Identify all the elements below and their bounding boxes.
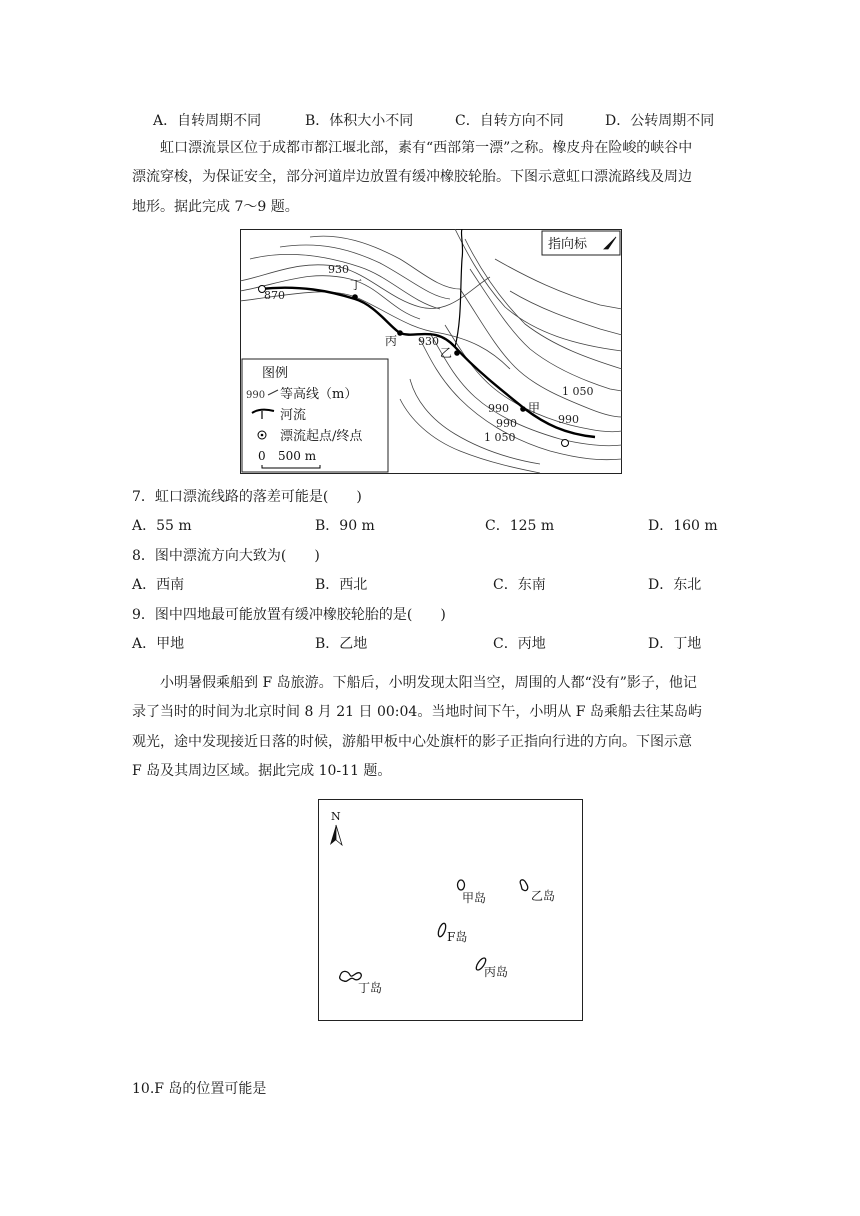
legend-scale-zero: 0 [258,449,266,463]
compass-label: 指向标 [548,237,588,252]
islands-map [318,799,583,1021]
question-8-option-b: B．西北 [315,577,368,593]
question-9-option-a: A．甲地 [132,636,185,652]
point-jia-marker [520,406,526,412]
intro1-line-1: 虹口漂流景区位于成都市都江堰北部，素有“西部第一漂”之称。橡皮舟在险峻的峡谷中 [160,140,693,156]
question-10-stem: 10.F 岛的位置可能是 [132,1081,267,1097]
contour-label: 930 [328,263,349,276]
compass-box [542,231,620,255]
question-7-option-a: A．55 m [132,518,192,534]
contour-label: 1 050 [562,385,594,398]
island-bing-label: 丙岛 [484,965,509,979]
q6-option-b: B．体积大小不同 [305,113,414,129]
point-ding-marker [352,294,358,300]
question-8-option-d: D．东北 [648,577,702,593]
contour-label: 870 [264,289,285,302]
start-end-icon-dot [261,434,264,437]
island-f-label: F岛 [447,930,468,944]
point-label-yi: 乙 [440,346,453,360]
q6-option-c: C．自转方向不同 [455,113,564,129]
intro2-line-4: F 岛及其周边区域。据此完成 10-11 题。 [132,763,392,779]
legend-title: 图例 [262,366,289,381]
contour-label: 930 [418,335,439,348]
question-9-option-c: C．丙地 [493,636,546,652]
contour-label: 1 050 [484,431,516,444]
question-7-stem: 7．虹口漂流线路的落差可能是( ) [132,489,362,505]
legend-river-text: 河流 [280,408,307,423]
point-bing-marker [397,330,403,336]
island-jia-label: 甲岛 [462,891,487,905]
contour-label: 990 [488,402,509,415]
intro2-line-3: 观光，途中发现接近日落的时候，游船甲板中心处旗杆的影子正指向行进的方向。下图示意 [132,734,692,750]
q6-option-a: A．自转周期不同 [153,113,262,129]
point-label-bing: 丙 [385,334,398,348]
end-point-marker [562,440,569,447]
island-ding-label: 丁岛 [358,981,383,995]
question-7-option-b: B．90 m [315,518,375,534]
rafting-map-svg [240,229,622,474]
island-yi-label: 乙岛 [531,889,556,903]
north-label: N [331,810,341,823]
point-yi-marker [454,350,460,356]
contour-label: 990 [558,413,579,426]
point-label-jia: 甲 [528,401,541,415]
question-8-stem: 8．图中漂流方向大致为( ) [132,548,320,564]
question-9-option-b: B．乙地 [315,636,368,652]
legend-box [242,359,388,472]
rafting-map [240,229,622,474]
islands-map-svg [318,799,583,1021]
question-7-option-c: C．125 m [485,518,555,534]
intro1-line-2: 漂流穿梭，为保证安全，部分河道岸边放置有缓冲橡胶轮胎。下图示意虹口漂流路线及周边 [132,169,692,185]
question-9-option-d: D．丁地 [648,636,702,652]
intro2-line-1: 小明暑假乘船到 F 岛旅游。下船后，小明发现太阳当空，周围的人都“没有”影子，他记 [160,675,697,691]
question-8-option-a: A．西南 [132,577,185,593]
point-label-ding: 丁 [350,278,363,292]
legend-scale-text: 500 m [278,449,317,463]
intro1-line-3: 地形。据此完成 7～9 题。 [132,199,299,215]
q6-option-d: D．公转周期不同 [605,113,715,129]
legend-contour-text: 等高线（m） [280,387,358,402]
legend-contour-sample: 990 [246,390,266,401]
question-7-option-d: D．160 m [648,518,718,534]
contour-label: 990 [496,417,517,430]
legend-start-text: 漂流起点/终点 [280,429,363,444]
question-9-stem: 9．图中四地最可能放置有缓冲橡胶轮胎的是( ) [132,607,446,623]
intro2-line-2: 录了当时的时间为北京时间 8 月 21 日 00:04。当地时间下午，小明从 F 岛乘船去往某岛屿 [132,704,702,720]
question-8-option-c: C．东南 [493,577,546,593]
